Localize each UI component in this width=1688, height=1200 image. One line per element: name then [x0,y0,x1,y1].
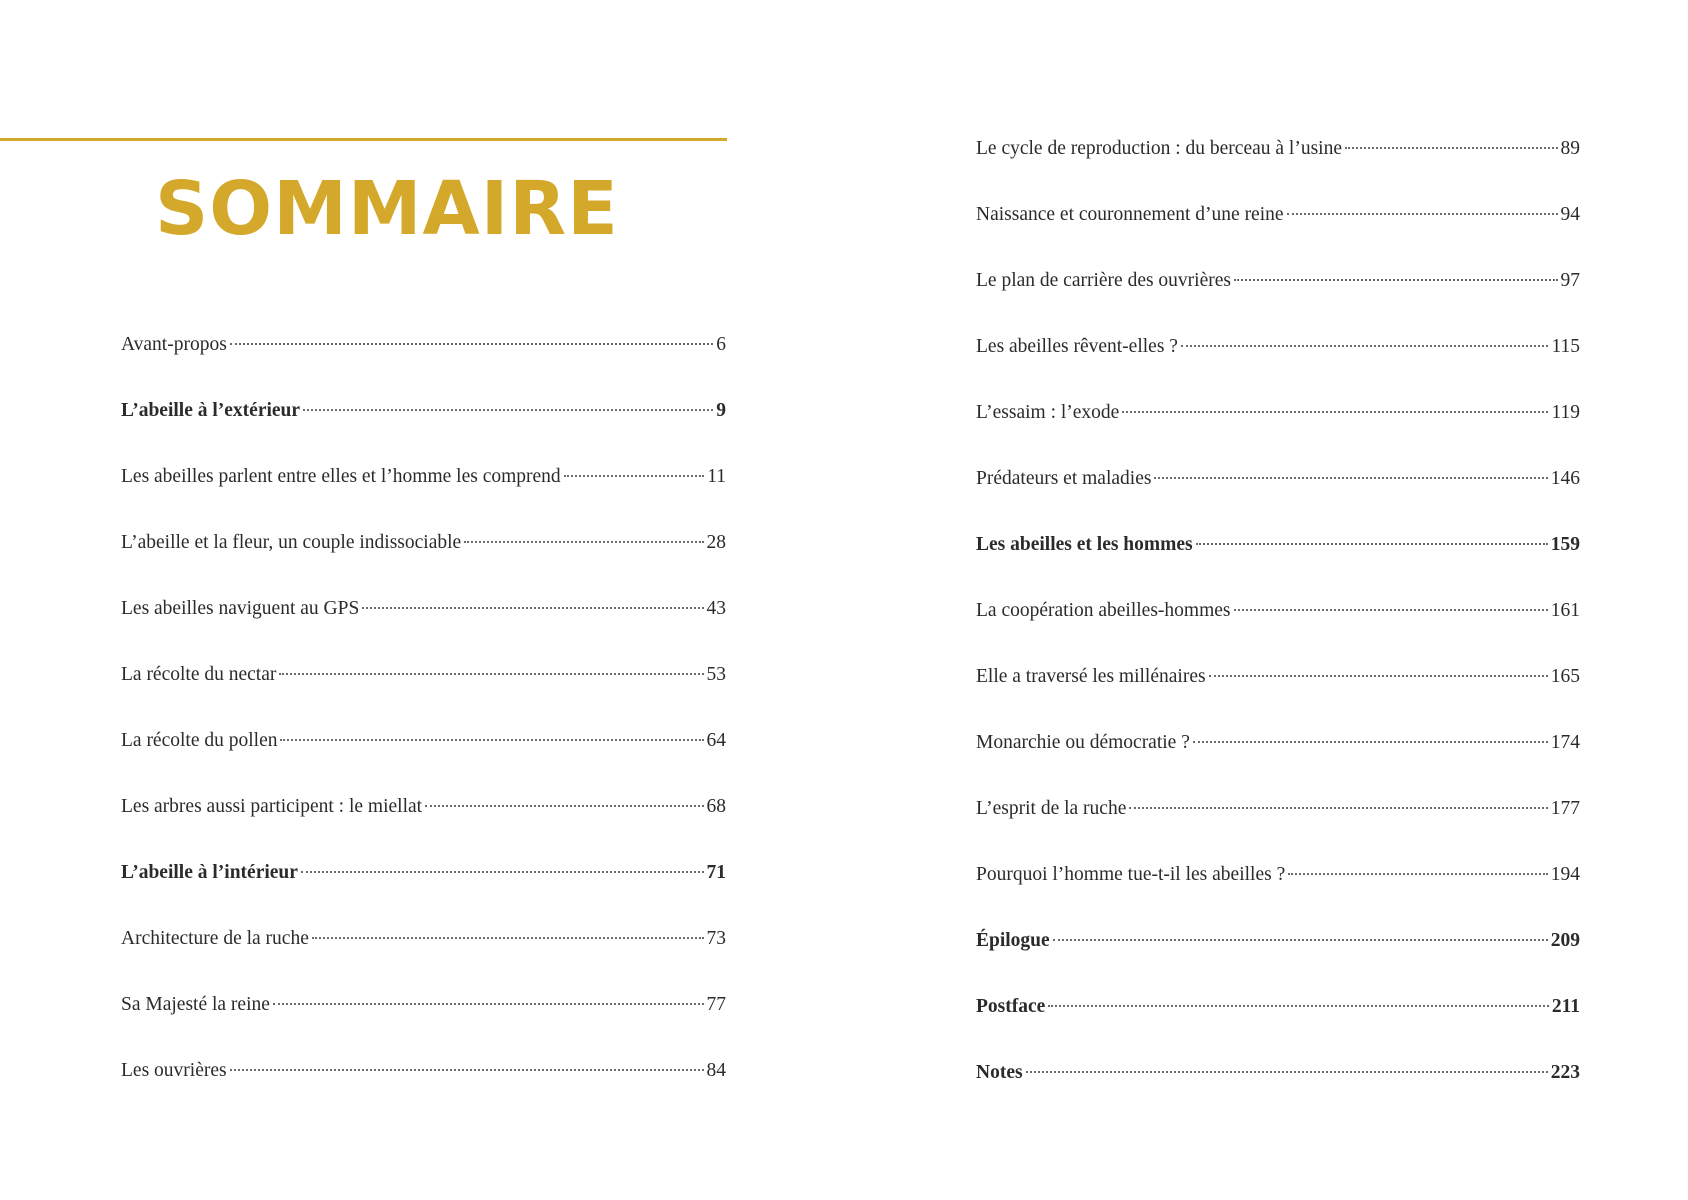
dot-leader [1193,741,1548,743]
dot-leader [1287,213,1558,215]
toc-page-number: 146 [1550,468,1580,489]
dot-leader [230,1069,704,1071]
toc-page-number: 68 [706,796,726,817]
dot-leader [564,475,705,477]
toc-page-number: 209 [1550,930,1580,951]
toc-entry-title: Avant-propos [121,334,227,355]
toc-entry-title: Le cycle de reproduction : du berceau à l’usine [976,138,1342,159]
toc-entry [121,1056,726,1122]
dot-leader [362,607,703,609]
toc-page-number: 6 [716,334,726,355]
toc-entry-title: L’essaim : l’exode [976,402,1120,423]
toc-entry [976,860,1580,926]
toc-page-number: 165 [1550,666,1580,687]
toc-entry [976,134,1580,200]
toc-entry [976,200,1580,266]
dot-leader [1234,609,1548,611]
toc-entry [976,266,1580,332]
toc-page-number: 115 [1551,336,1580,357]
toc-entry-title: Prédateurs et maladies [976,468,1152,489]
toc-page-number: 177 [1550,798,1580,819]
dot-leader [273,1003,704,1005]
toc-entry-title: Les abeilles et les hommes [976,534,1193,555]
toc-page-number: 161 [1550,600,1580,621]
toc-page-number: 28 [706,532,726,553]
dot-leader [280,739,703,741]
toc-entry-title: Les ouvrières [121,1060,227,1081]
toc-entry-title: Elle a traversé les millénaires [976,666,1206,687]
dot-leader [303,409,713,411]
dot-leader [1181,345,1549,347]
toc-page-number: 11 [707,466,726,487]
dot-leader [230,343,713,345]
toc-right-column [976,134,1580,1124]
dot-leader [425,805,703,807]
toc-entry-title: Sa Majesté la reine [121,994,270,1015]
toc-entry [121,660,726,726]
toc-entry [121,528,726,594]
toc-page-number: 77 [706,994,726,1015]
dot-leader [1129,807,1547,809]
toc-entry [976,794,1580,860]
toc-page-number: 94 [1560,204,1580,225]
dot-leader [1196,543,1548,545]
toc-entry-title: Les abeilles naviguent au GPS [121,598,360,619]
dot-leader [1122,411,1548,413]
dot-leader [1209,675,1548,677]
toc-entry [121,594,726,660]
dot-leader [1345,147,1558,149]
toc-page-number: 119 [1551,402,1580,423]
toc-page-number: 84 [706,1060,726,1081]
dot-leader [279,673,703,675]
toc-entry-title: L’abeille à l’intérieur [121,862,298,883]
toc-page-number: 64 [706,730,726,751]
dot-leader [1154,477,1547,479]
toc-page-number: 73 [706,928,726,949]
toc-page-number: 43 [706,598,726,619]
toc-page-number: 211 [1551,996,1580,1017]
toc-page-number: 97 [1560,270,1580,291]
toc-entry-title: Épilogue [976,930,1050,951]
toc-entry-title: Le plan de carrière des ouvrières [976,270,1231,291]
dot-leader [312,937,704,939]
header-rule [0,138,727,141]
dot-leader [1234,279,1558,281]
toc-entry-title: L’abeille à l’extérieur [121,400,301,421]
toc-entry-title: Les abeilles rêvent-elles ? [976,336,1178,357]
toc-entry [121,330,726,396]
toc-page-number: 71 [706,862,726,883]
toc-entry-title: La récolte du pollen [121,730,278,751]
toc-entry [976,398,1580,464]
toc-page-number: 223 [1550,1062,1580,1083]
toc-entry [976,1058,1580,1124]
toc-entry [121,792,726,858]
toc-entry-title: Naissance et couronnement d’une reine [976,204,1284,225]
toc-entry-title: La récolte du nectar [121,664,277,685]
dot-leader [464,541,703,543]
toc-page-number: 174 [1550,732,1580,753]
toc-entry [976,992,1580,1058]
toc-entry-title: Les arbres aussi participent : le miellat [121,796,423,817]
toc-entry [976,728,1580,794]
toc-entry [976,530,1580,596]
toc-entry-title: Notes [976,1062,1023,1083]
toc-entry [121,462,726,528]
toc-entry-title: La coopération abeilles-hommes [976,600,1231,621]
toc-entry [121,990,726,1056]
toc-entry [121,924,726,990]
toc-entry [976,596,1580,662]
toc-entry-title: L’abeille et la fleur, un couple indissociable [121,532,462,553]
toc-entry [121,858,726,924]
toc-entry-title: Monarchie ou démocratie ? [976,732,1190,753]
toc-page-number: 9 [716,400,726,421]
dot-leader [1288,873,1548,875]
toc-entry [976,662,1580,728]
toc-page-number: 53 [706,664,726,685]
toc-entry-title: L’esprit de la ruche [976,798,1127,819]
toc-entry [121,726,726,792]
dot-leader [1048,1005,1549,1007]
toc-entry [976,926,1580,992]
dot-leader [301,871,704,873]
toc-left-column [121,330,726,1122]
toc-entry-title: Les abeilles parlent entre elles et l’homme les comprend [121,466,561,487]
toc-entry [976,464,1580,530]
toc-entry [121,396,726,462]
toc-entry-title: Architecture de la ruche [121,928,309,949]
dot-leader [1026,1071,1548,1073]
toc-page-number: 159 [1550,534,1580,555]
toc-entry-title: Pourquoi l’homme tue-t-il les abeilles ? [976,864,1286,885]
dot-leader [1053,939,1548,941]
toc-entry [976,332,1580,398]
toc-page-number: 194 [1550,864,1580,885]
toc-page-number: 89 [1560,138,1580,159]
toc-entry-title: Postface [976,996,1046,1017]
page-title: SOMMAIRE [155,166,619,252]
